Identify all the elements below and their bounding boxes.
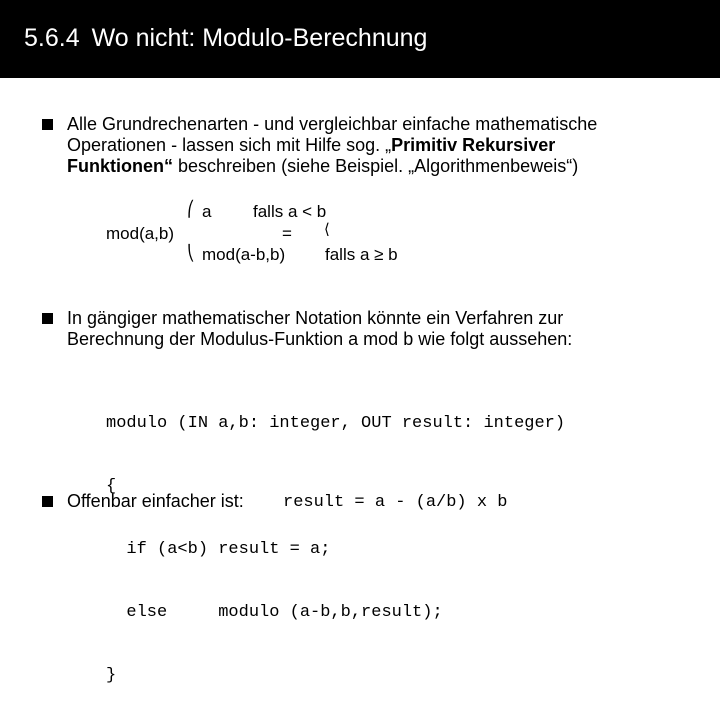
bullet-1-line-2-text: Operationen - lassen sich mit Hilfe sog. „ (67, 135, 392, 155)
code-block (106, 371, 565, 707)
bullet-text-1 (67, 114, 597, 177)
bullet-1-line-3-text: beschreiben (siehe Beispiel. „Algorithmenbeweis“) (173, 156, 579, 176)
bullet-1-line-2 (67, 135, 597, 156)
bullet-text-3 (67, 491, 244, 512)
bullet-3-text: Offenbar einfacher ist: (67, 491, 244, 511)
code-line: } (106, 666, 117, 685)
case-1-condition: falls a < b (253, 202, 327, 221)
brace-top: ⎛ (187, 200, 195, 218)
bullet-marker (42, 119, 53, 130)
bullet-1-bold-term-2: Funktionen“ (67, 156, 173, 176)
brace-bottom: ⎝ (187, 244, 195, 262)
bullet-1-line-1: Alle Grundrechenarten - und vergleichbar einfache mathematische (67, 114, 598, 134)
bullet-1-line-3 (67, 156, 597, 177)
bullet-text-2 (67, 308, 572, 350)
code-line: if (a<b) result = a; (106, 540, 331, 559)
slide-title (24, 24, 427, 53)
case-2-condition: falls a ≥ b (325, 245, 398, 264)
bullet-2-line-2: Berechnung der Modulus-Funktion a mod b wie folgt aussehen: (67, 329, 573, 349)
case-2-value: mod(a-b,b) (202, 245, 286, 264)
case-1-value: a (202, 202, 212, 221)
code-line: else modulo (a-b,b,result); (106, 603, 443, 622)
bullet-1-bold-term: Primitiv Rekursiver (391, 135, 556, 155)
section-number: 5.6.4 (24, 24, 80, 52)
bullet-marker (42, 496, 53, 507)
formula-equals: = (282, 224, 292, 243)
bullet-2-line-1: In gängiger mathematischer Notation könnte ein Verfahren zur (67, 308, 564, 328)
title-text: Wo nicht: Modulo-Berechnung (91, 24, 428, 52)
bullet-3-code: result = a - (a/b) x b (283, 493, 508, 512)
code-line: modulo (IN a,b: integer, OUT result: integer) (106, 414, 566, 433)
bullet-marker (42, 313, 53, 324)
brace-right: ⟨ (324, 220, 330, 238)
formula-lhs: mod(a,b) (106, 224, 175, 243)
code-line: { (106, 477, 117, 496)
title-bar (0, 0, 720, 78)
